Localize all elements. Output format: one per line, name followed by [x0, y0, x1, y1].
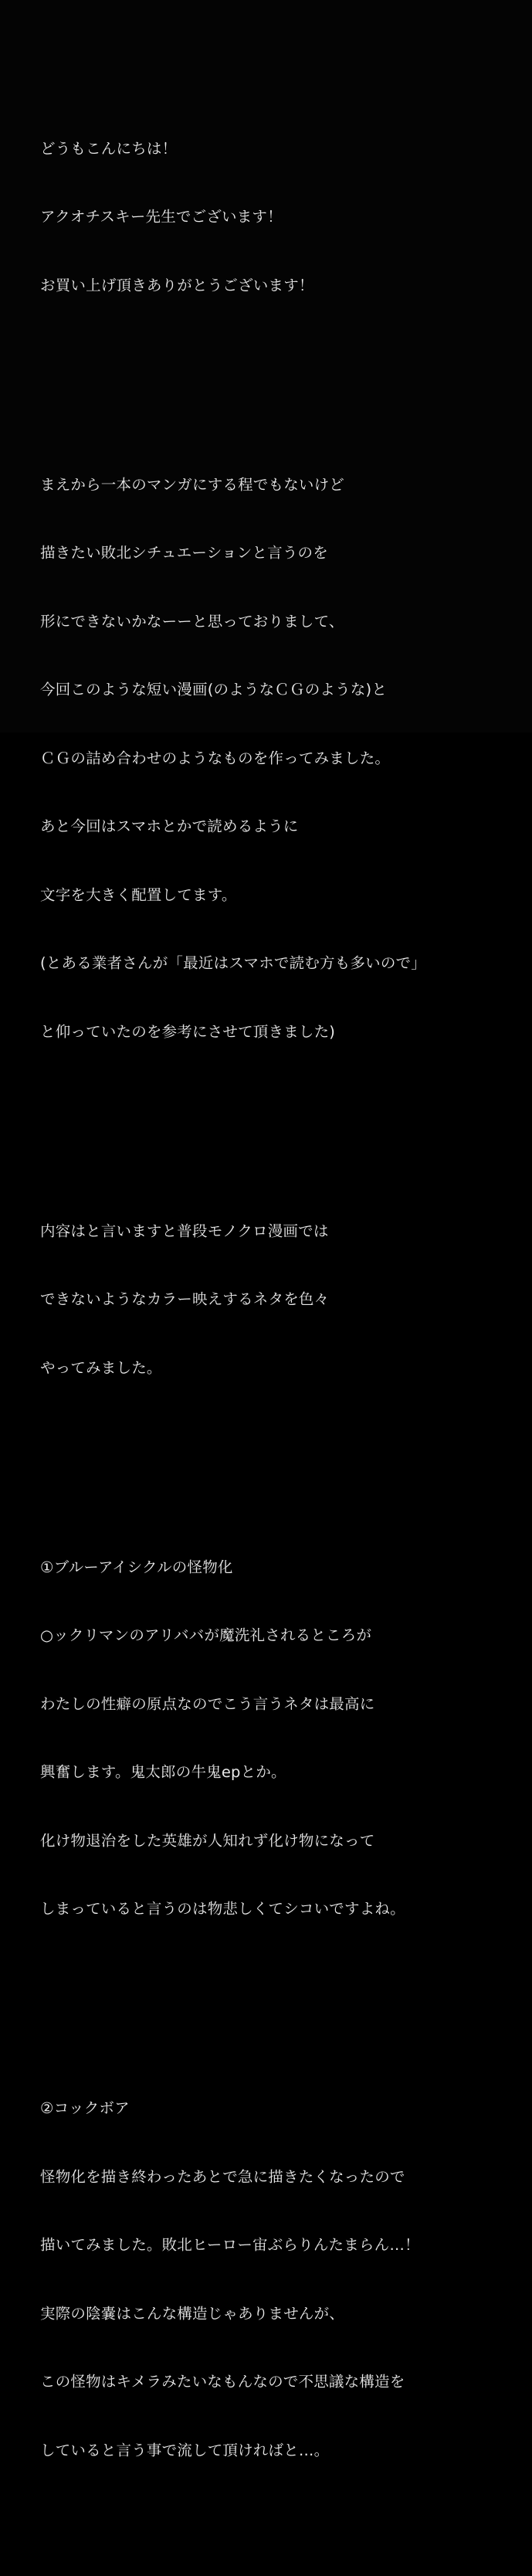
text-line: 描きたい敗北シチュエーションと言うのを	[40, 544, 328, 562]
text-line: 描いてみました。敗北ヒーロー宙ぶらりんたまらん…！	[40, 2236, 420, 2254]
text-block-item-1	[40, 1511, 501, 1966]
text-line: わたしの性癖の原点なのでこう言うネタは最高に	[40, 1694, 375, 1713]
text-line: ○ックリマンのアリババが魔洗礼されるところが	[40, 1626, 372, 1644]
text-line: 今回このような短い漫画(のようなＣＧのような)と	[40, 681, 388, 698]
text-line: この怪物はキメラみたいなもんなので不思議な構造を	[40, 2373, 405, 2391]
text-block-item-2	[40, 2051, 501, 2507]
text-line: 興奮します。鬼太郎の牛鬼epとか。	[40, 1763, 286, 1781]
text-line: していると言う事で流して頂ければと…。	[40, 2441, 330, 2459]
text-line: 内容はと言いますと普段モノクロ漫画では	[40, 1222, 329, 1240]
text-line: と仰っていたのを参考にさせて頂きました)	[40, 1022, 336, 1041]
text-line: 化け物退治をした英雄が人知れず化け物になって	[40, 1831, 375, 1850]
afterword-text-body	[40, 23, 501, 2576]
text-block-intro	[40, 428, 501, 1089]
text-line: ②コックボア	[40, 2099, 130, 2117]
text-line: しまっていると言うのは物悲しくてシコいですよね。	[40, 1900, 405, 1918]
text-line: 形にできないかなーーと思っておりまして、	[40, 612, 344, 630]
text-line: ＣＧの詰め合わせのようなものを作ってみました。	[40, 749, 391, 767]
text-line: 実際の陰嚢はこんな構造じゃありませんが、	[40, 2304, 345, 2323]
text-line: 文字を大きく配置してます。	[40, 885, 237, 904]
text-line: どうもこんにちは！	[40, 139, 178, 158]
text-line: (とある業者さんが「最近はスマホで読む方も多いので」	[40, 954, 426, 972]
text-line: ①ブルーアイシクルの怪物化	[40, 1558, 233, 1576]
text-line: あと今回はスマホとかで読めるように	[40, 817, 299, 835]
text-line: やってみました。	[40, 1358, 162, 1377]
text-line: 怪物化を描き終わったあとで急に描きたくなったので	[40, 2167, 405, 2186]
text-block-contents	[40, 1174, 501, 1426]
text-line: お買い上げ頂きありがとうございます！	[40, 276, 314, 294]
text-line: まえから一本のマンガにする程でもないけど	[40, 475, 345, 494]
text-line: アクオチスキー先生でございます！	[40, 208, 283, 226]
text-line: できないようなカラー映えするネタを色々	[40, 1290, 330, 1308]
text-block-greeting	[40, 92, 501, 343]
